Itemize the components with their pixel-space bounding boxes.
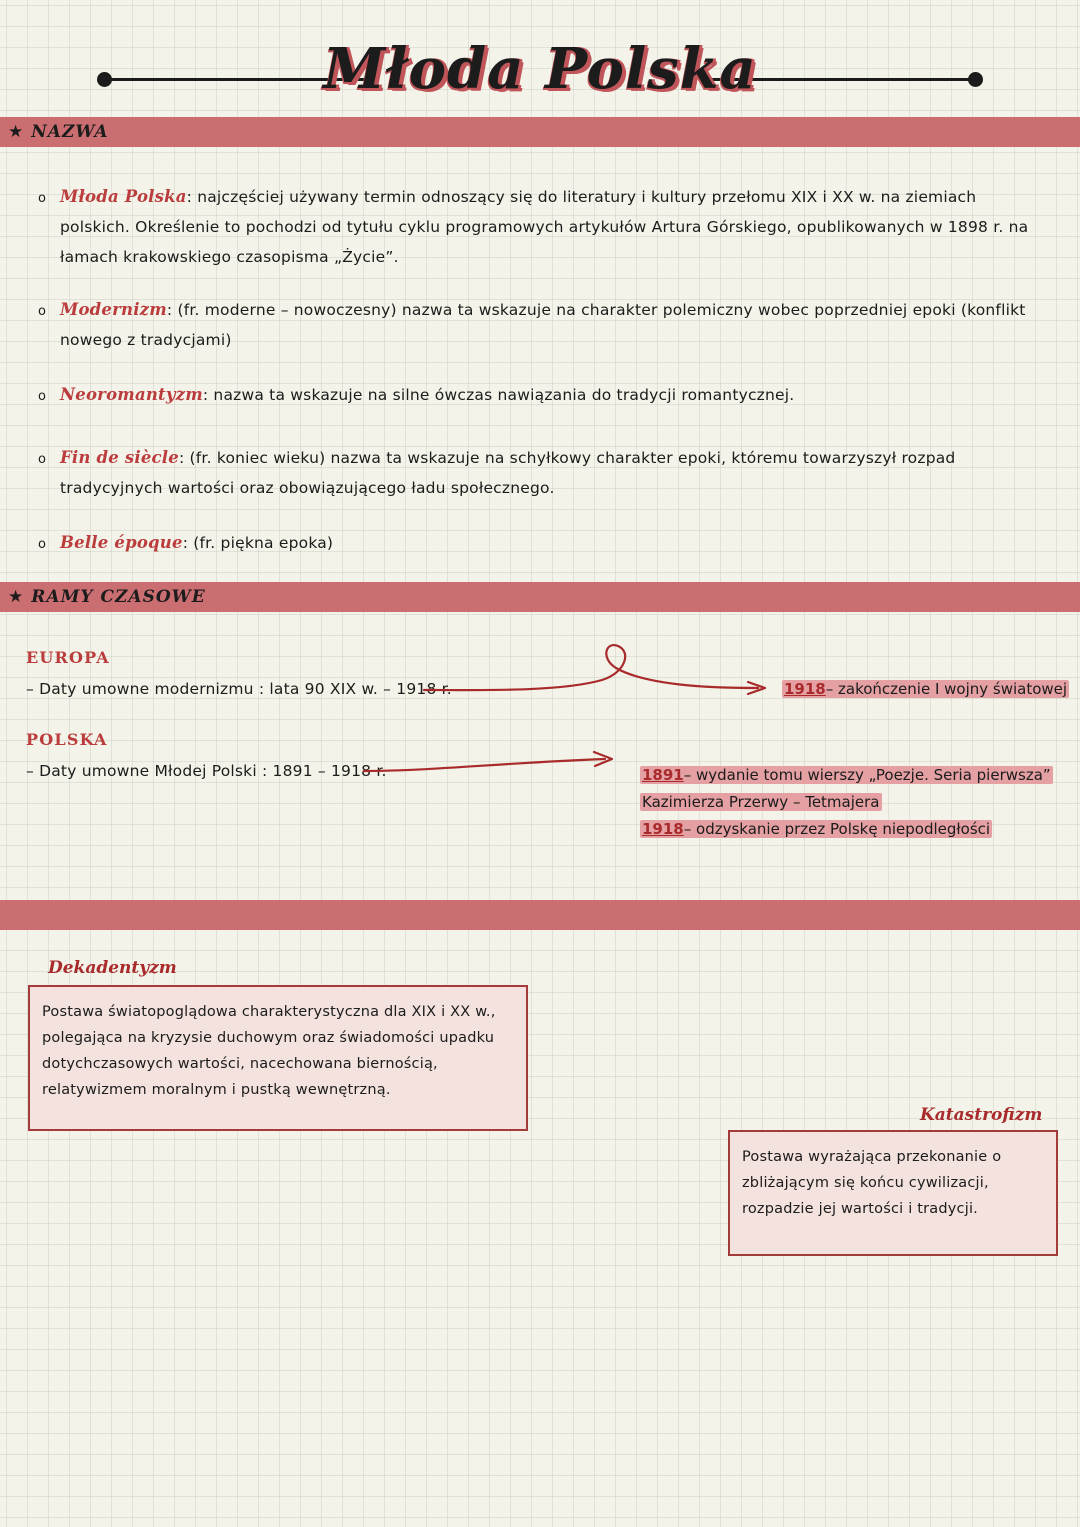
definition-text: Postawa światopoglądowa charakterystyczna dla XIX i XX w., polegająca na kryzysie duchowym oraz świadomości upadku dotychczasowych wartości, nacechowana biernością, relatywizmem moralnym i pustką wewnętrzną. (42, 1004, 496, 1098)
arrow-europa-icon (420, 640, 780, 708)
list-item (38, 182, 1040, 272)
section-banner-label: NAZWA (31, 122, 109, 142)
polska-dates-line: – Daty umowne Młodej Polski : 1891 – 1918 r. (26, 762, 387, 780)
title-row (0, 22, 1080, 102)
polska-note-row (640, 789, 1053, 816)
year-1891: 1891 (642, 766, 684, 784)
bullet-marker: o (38, 389, 47, 404)
europa-dates-line: – Daty umowne modernizmu : lata 90 XIX w. – 1918 r. (26, 680, 452, 698)
definition-text: Postawa wyrażająca przekonanie o zbliżającym się końcu cywilizacji, rozpadzie jej wartości i tradycji. (742, 1149, 1002, 1217)
list-item (38, 528, 1040, 558)
bullet-marker: o (38, 304, 47, 319)
year-1918: 1918 (784, 680, 826, 698)
star-icon: ★ (8, 121, 24, 142)
definition-caption-katastrofizm: Katastrofizm (920, 1105, 1043, 1125)
term-label: Modernizm (60, 300, 167, 319)
term-label: Neoromantyzm (60, 385, 203, 404)
page-title: Młoda Polska (323, 36, 757, 102)
section-banner-blank (0, 900, 1080, 930)
section-banner-nazwa (0, 117, 1080, 147)
bullet-marker: o (38, 537, 47, 552)
star-icon: ★ (8, 586, 24, 607)
definition-box-katastrofizm (728, 1130, 1058, 1256)
year-1918b: 1918 (642, 820, 684, 838)
term-definition: : (fr. piękna epoka) (182, 534, 334, 552)
list-item (38, 443, 1040, 503)
term-definition: : (fr. moderne – nowoczesny) nazwa ta wskazuje na charakter polemiczny wobec poprzedniej epoki (konflikt nowego z tradycjami) (60, 301, 1026, 349)
subheading-europa: EUROPA (26, 648, 110, 667)
europa-note-text: – zakończenie I wojny światowej (825, 680, 1068, 698)
polska-note-row (640, 762, 1053, 789)
europa-note (782, 676, 1069, 703)
bullet-marker: o (38, 452, 47, 467)
section-banner-ramy-czasowe (0, 582, 1080, 612)
polska-note-text: – wydanie tomu wierszy „Poezje. Seria pierwsza” (683, 766, 1051, 784)
polska-note-author: Kazimierza Przerwy – Tetmajera (642, 793, 880, 811)
term-label: Belle époque (60, 533, 183, 552)
list-item (38, 295, 1040, 355)
definition-caption-dekadentyzm: Dekadentyzm (48, 958, 177, 978)
bullet-marker: o (38, 191, 47, 206)
list-item (38, 380, 1040, 410)
arrow-polska-icon (360, 735, 630, 785)
polska-notes (640, 762, 1053, 843)
polska-note-text: – odzyskanie przez Polskę niepodległości (683, 820, 991, 838)
term-definition: : nazwa ta wskazuje na silne ówczas nawiązania do tradycji romantycznej. (202, 386, 795, 404)
section-banner-label: RAMY CZASOWE (31, 587, 206, 607)
definition-box-dekadentyzm (28, 985, 528, 1131)
polska-note-row (640, 816, 1053, 843)
term-definition: : (fr. koniec wieku) nazwa ta wskazuje na schyłkowy charakter epoki, któremu towarzyszył rozpad tradycyjnych wartości oraz obowiązującego ładu społecznego. (60, 449, 956, 497)
subheading-polska: POLSKA (26, 730, 108, 749)
term-label: Fin de siècle (60, 448, 179, 467)
term-label: Młoda Polska (60, 187, 187, 206)
term-definition: : najczęściej używany termin odnoszący się do literatury i kultury przełomu XIX i XX w. na ziemiach polskich. Określenie to pochodzi od tytułu cyklu programowych artykułów Artura Górskiego, opublikowanych w 1898 r. na łamach krakowskiego czasopisma „Życie”. (60, 188, 1029, 266)
